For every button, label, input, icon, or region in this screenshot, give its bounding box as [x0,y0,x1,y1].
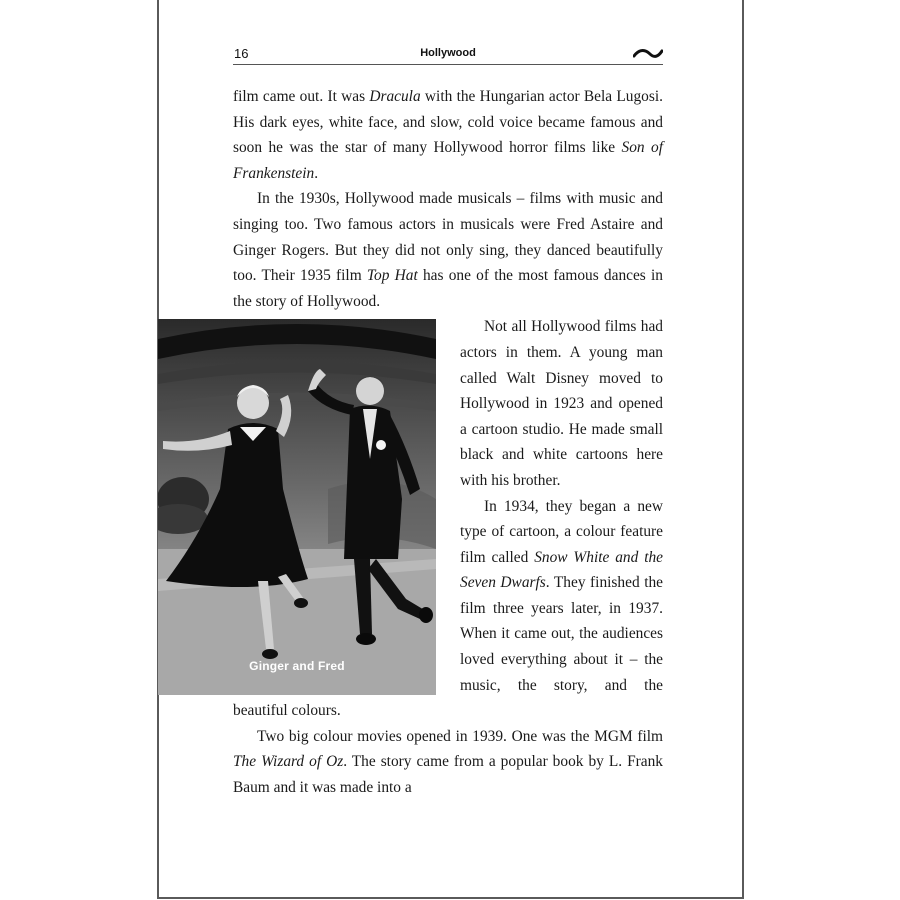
dancers-photo-illustration [158,319,436,695]
running-header [233,46,663,65]
dance-photo [158,319,436,695]
paragraph-3: Not all Hollywood films had actors in them. A young man called Walt Disney moved to Hollywood in 1923 and opened a cartoon studio. He made small black and white cartoons here with his brother. [460,318,663,489]
tilde-swash-icon [633,47,663,59]
chapter-title: Hollywood [420,47,476,59]
paragraph-5: Two big colour movies opened in 1939. One was the MGM film The Wizard of Oz. The story came from a popular book by L. Frank Baum and it was made into a [233,727,664,797]
body-text [233,84,663,801]
paragraph-2: In the 1930s, Hollywood made musicals – films with music and singing too. Two famous actors in musicals were Fred Astaire and Ginger Rogers. But they did not only sing, they danced beautifully too. Their 1935 film Top Hat has one of the most famous dances in the story of Hollywood. [233,190,663,310]
page-number: 16 [234,46,249,61]
photo-caption: Ginger and Fred [249,658,345,673]
paragraph-4: In 1934, they began a new type of cartoon, a colour feature film called Snow White and the Seven Dwarfs. They finished the film three years later, in 1937. When it came out, the audiences loved everything about it – the music, the story, and the beautiful colours. [233,497,664,720]
paragraph-1: film came out. It was Dracula with the Hungarian actor Bela Lugosi. His dark eyes, white face, and slow, cold voice became famous and soon he was the star of many Hollywood horror films like Son of Frankenstein. [233,88,663,182]
